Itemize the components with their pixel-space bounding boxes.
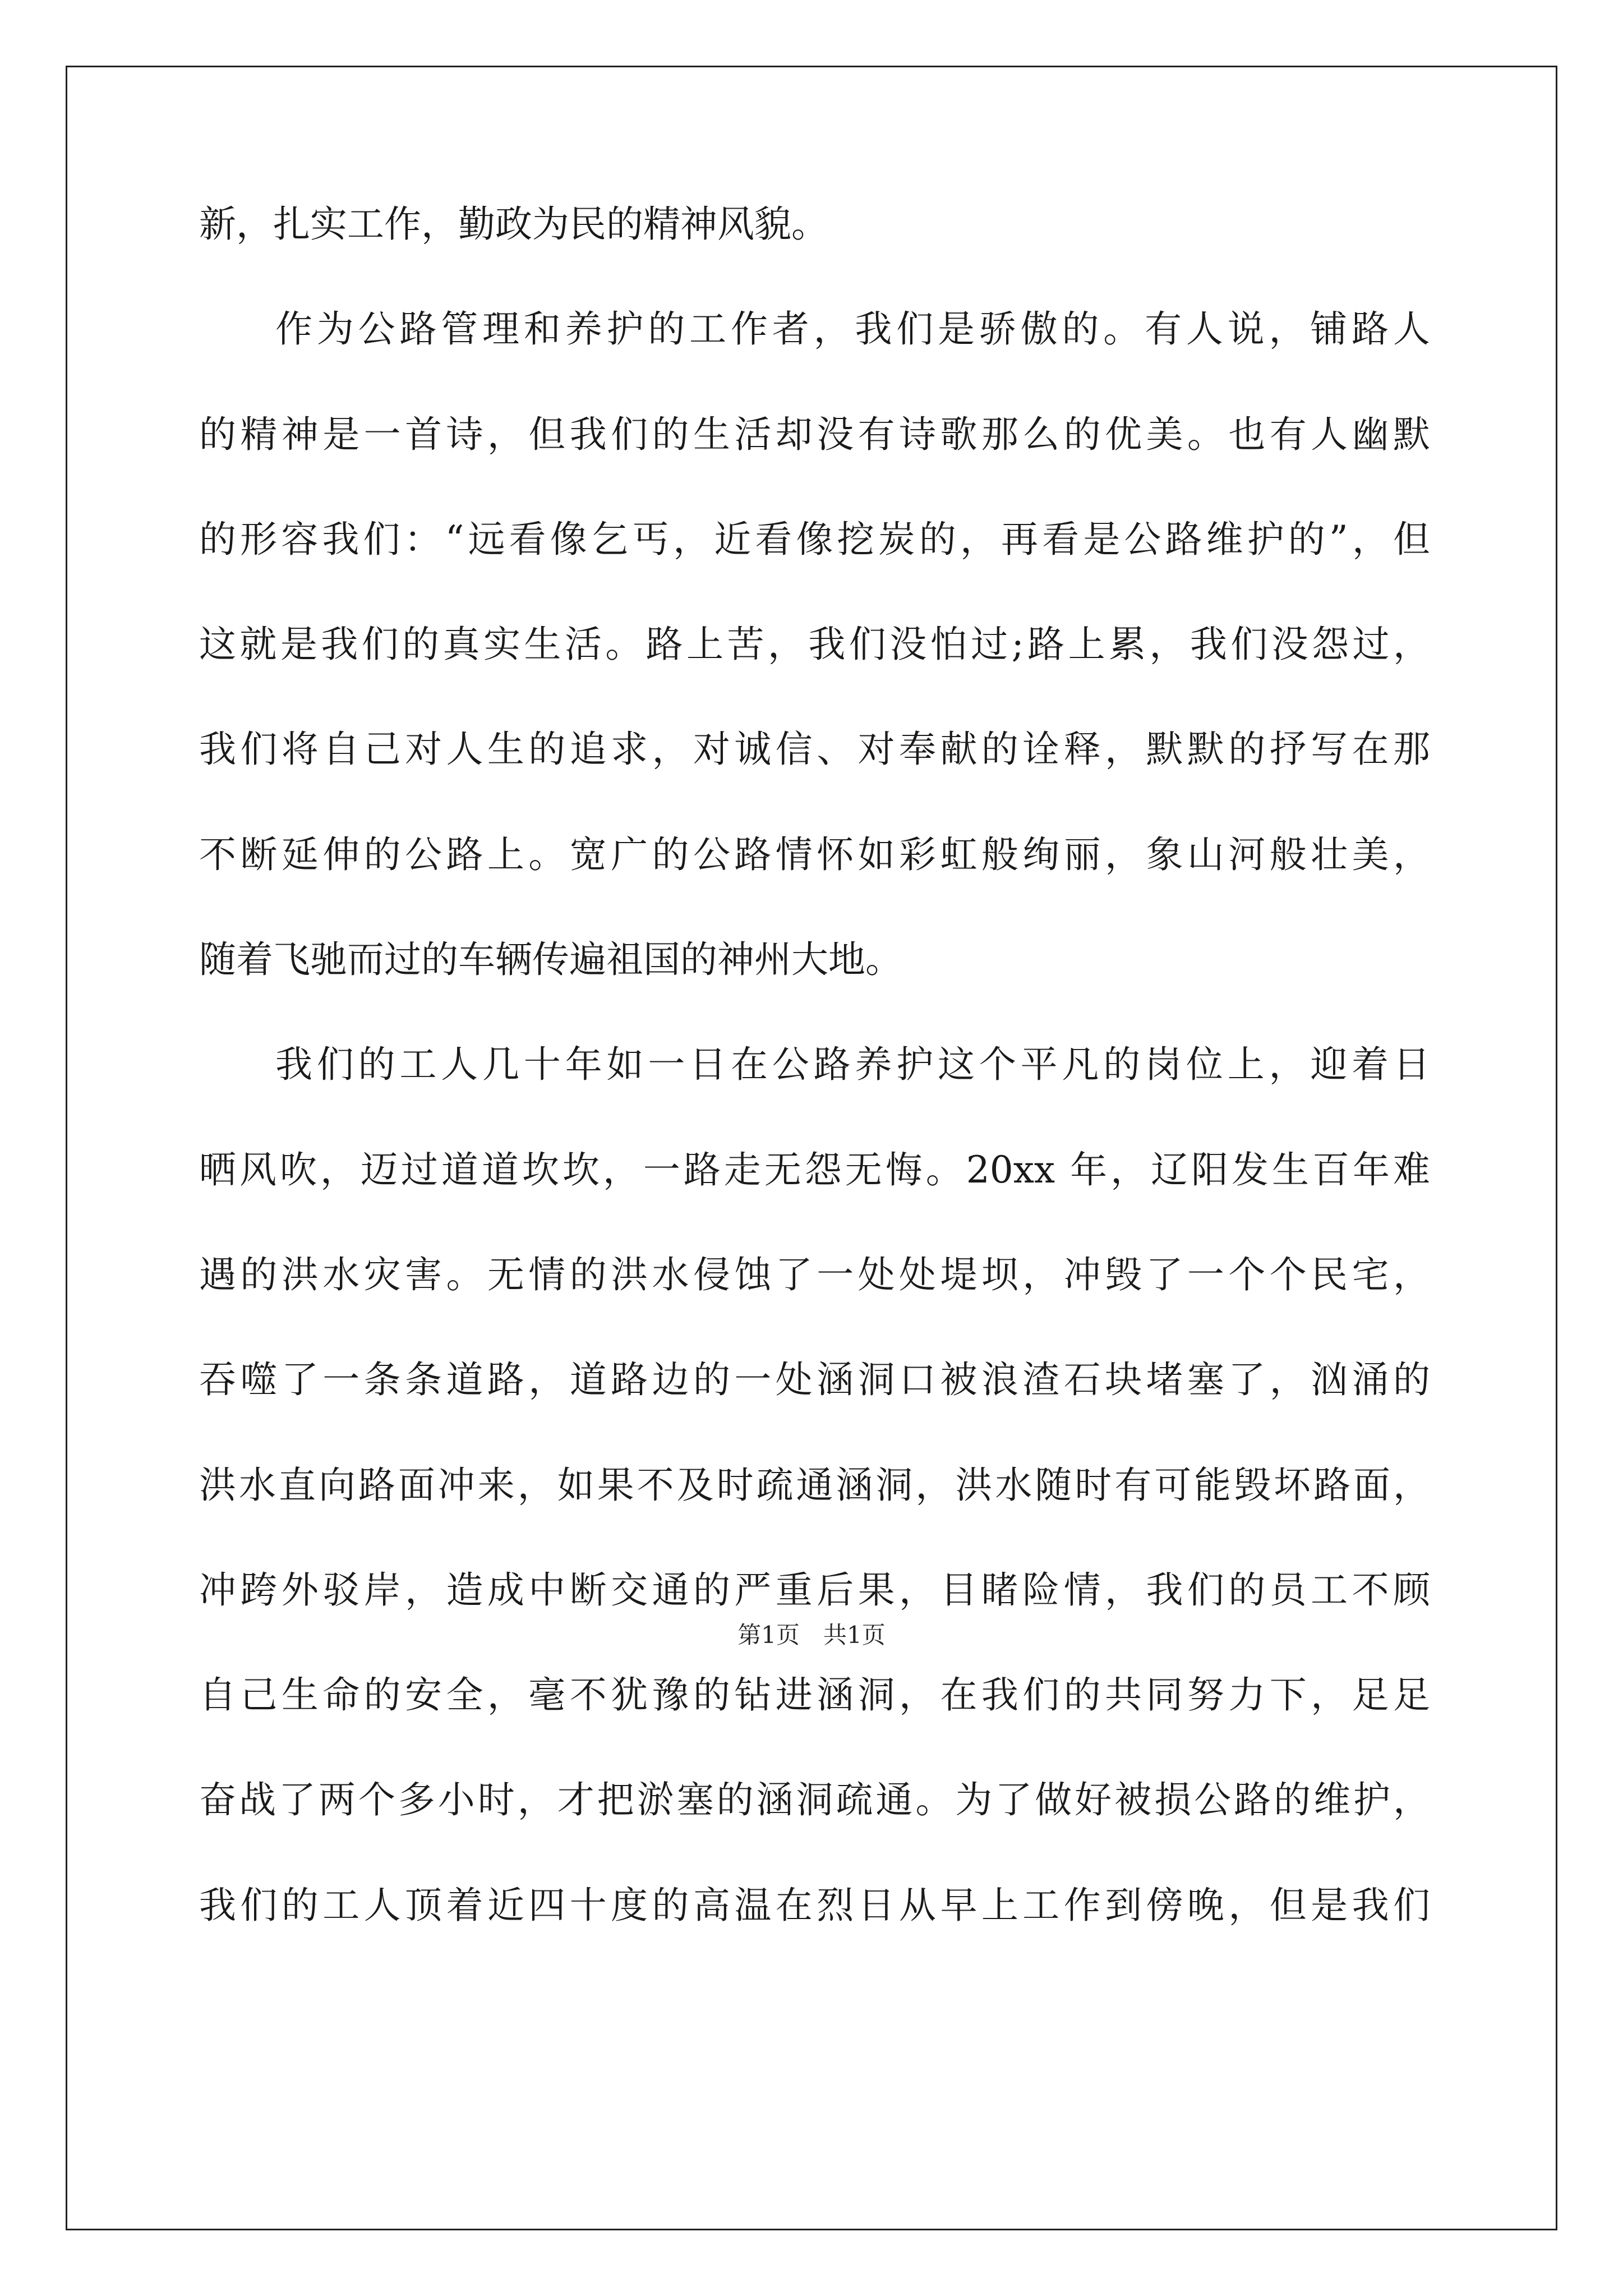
text-line [199, 412, 1430, 520]
text-line [199, 1463, 1430, 1571]
line-text: 不断延伸的公路上。宽广的公路情怀如彩虹般绚丽，象山河般壮美， [199, 832, 1430, 876]
text-line [199, 1148, 1430, 1255]
text-line [199, 625, 1430, 730]
text-line [199, 1673, 1430, 1780]
text-line [199, 832, 1430, 940]
text-line [199, 1883, 1430, 1991]
line-text: 我们将自己对人生的追求，对诚信、对奉献的诠释，默默的抒写在那 [199, 728, 1430, 771]
paragraph-first-line [199, 1045, 1430, 1150]
page-footer: 第1页 共1页 [737, 1621, 886, 1649]
line-text: 遇的洪水灾害。无情的洪水侵蚀了一处处堤坝，冲毁了一个个民宅， [199, 1253, 1430, 1296]
line-text: 的形容我们：“远看像乞丐，近看像挖炭的，再看是公路维护的”，但 [199, 517, 1430, 561]
line-text: 洪水直向路面冲来，如果不及时疏通涵洞，洪水随时有可能毁坏路面， [199, 1463, 1430, 1507]
line-text: 晒风吹，迈过道道坎坎，一路走无怨无悔。20xx 年，辽阳发生百年难 [199, 1148, 1430, 1191]
line-text: 冲跨外驳岸，造成中断交通的严重后果，目睹险情，我们的员工不顾 [199, 1568, 1430, 1612]
line-text: 作为公路管理和养护的工作者，我们是骄傲的。有人说，铺路人 [275, 307, 1430, 351]
text-line [199, 517, 1430, 625]
line-text: 这就是我们的真实生活。路上苦，我们没怕过;路上累，我们没怨过， [199, 623, 1430, 666]
line-text: 我们的工人顶着近四十度的高温在烈日从早上工作到傍晚，但是我们 [199, 1883, 1430, 1927]
document-body [199, 205, 1430, 1991]
text-line [199, 730, 1430, 835]
text-line [199, 1780, 1430, 1885]
line-text: 随着飞驰而过的车辆传遍祖国的神州大地。 [199, 938, 902, 982]
paragraph-first-line [199, 307, 1430, 415]
text-line [199, 940, 1430, 1045]
text-line [199, 1360, 1430, 1465]
line-text: 吞噬了一条条道路，道路边的一处涵洞口被浪渣石块堵塞了，汹涌的 [199, 1358, 1430, 1402]
line-text: 自己生命的安全，毫不犹豫的钻进涵洞，在我们的共同努力下，足足 [199, 1673, 1430, 1717]
line-text: 新，扎实工作，勤政为民的精神风貌。 [199, 203, 828, 246]
text-line [199, 205, 1430, 310]
line-text: 的精神是一首诗，但我们的生活却没有诗歌那么的优美。也有人幽默 [199, 412, 1430, 456]
line-text: 我们的工人几十年如一日在公路养护这个平凡的岗位上，迎着日 [275, 1043, 1430, 1087]
line-text: 奋战了两个多小时，才把淤塞的涵洞疏通。为了做好被损公路的维护， [199, 1778, 1430, 1822]
text-line [199, 1255, 1430, 1360]
